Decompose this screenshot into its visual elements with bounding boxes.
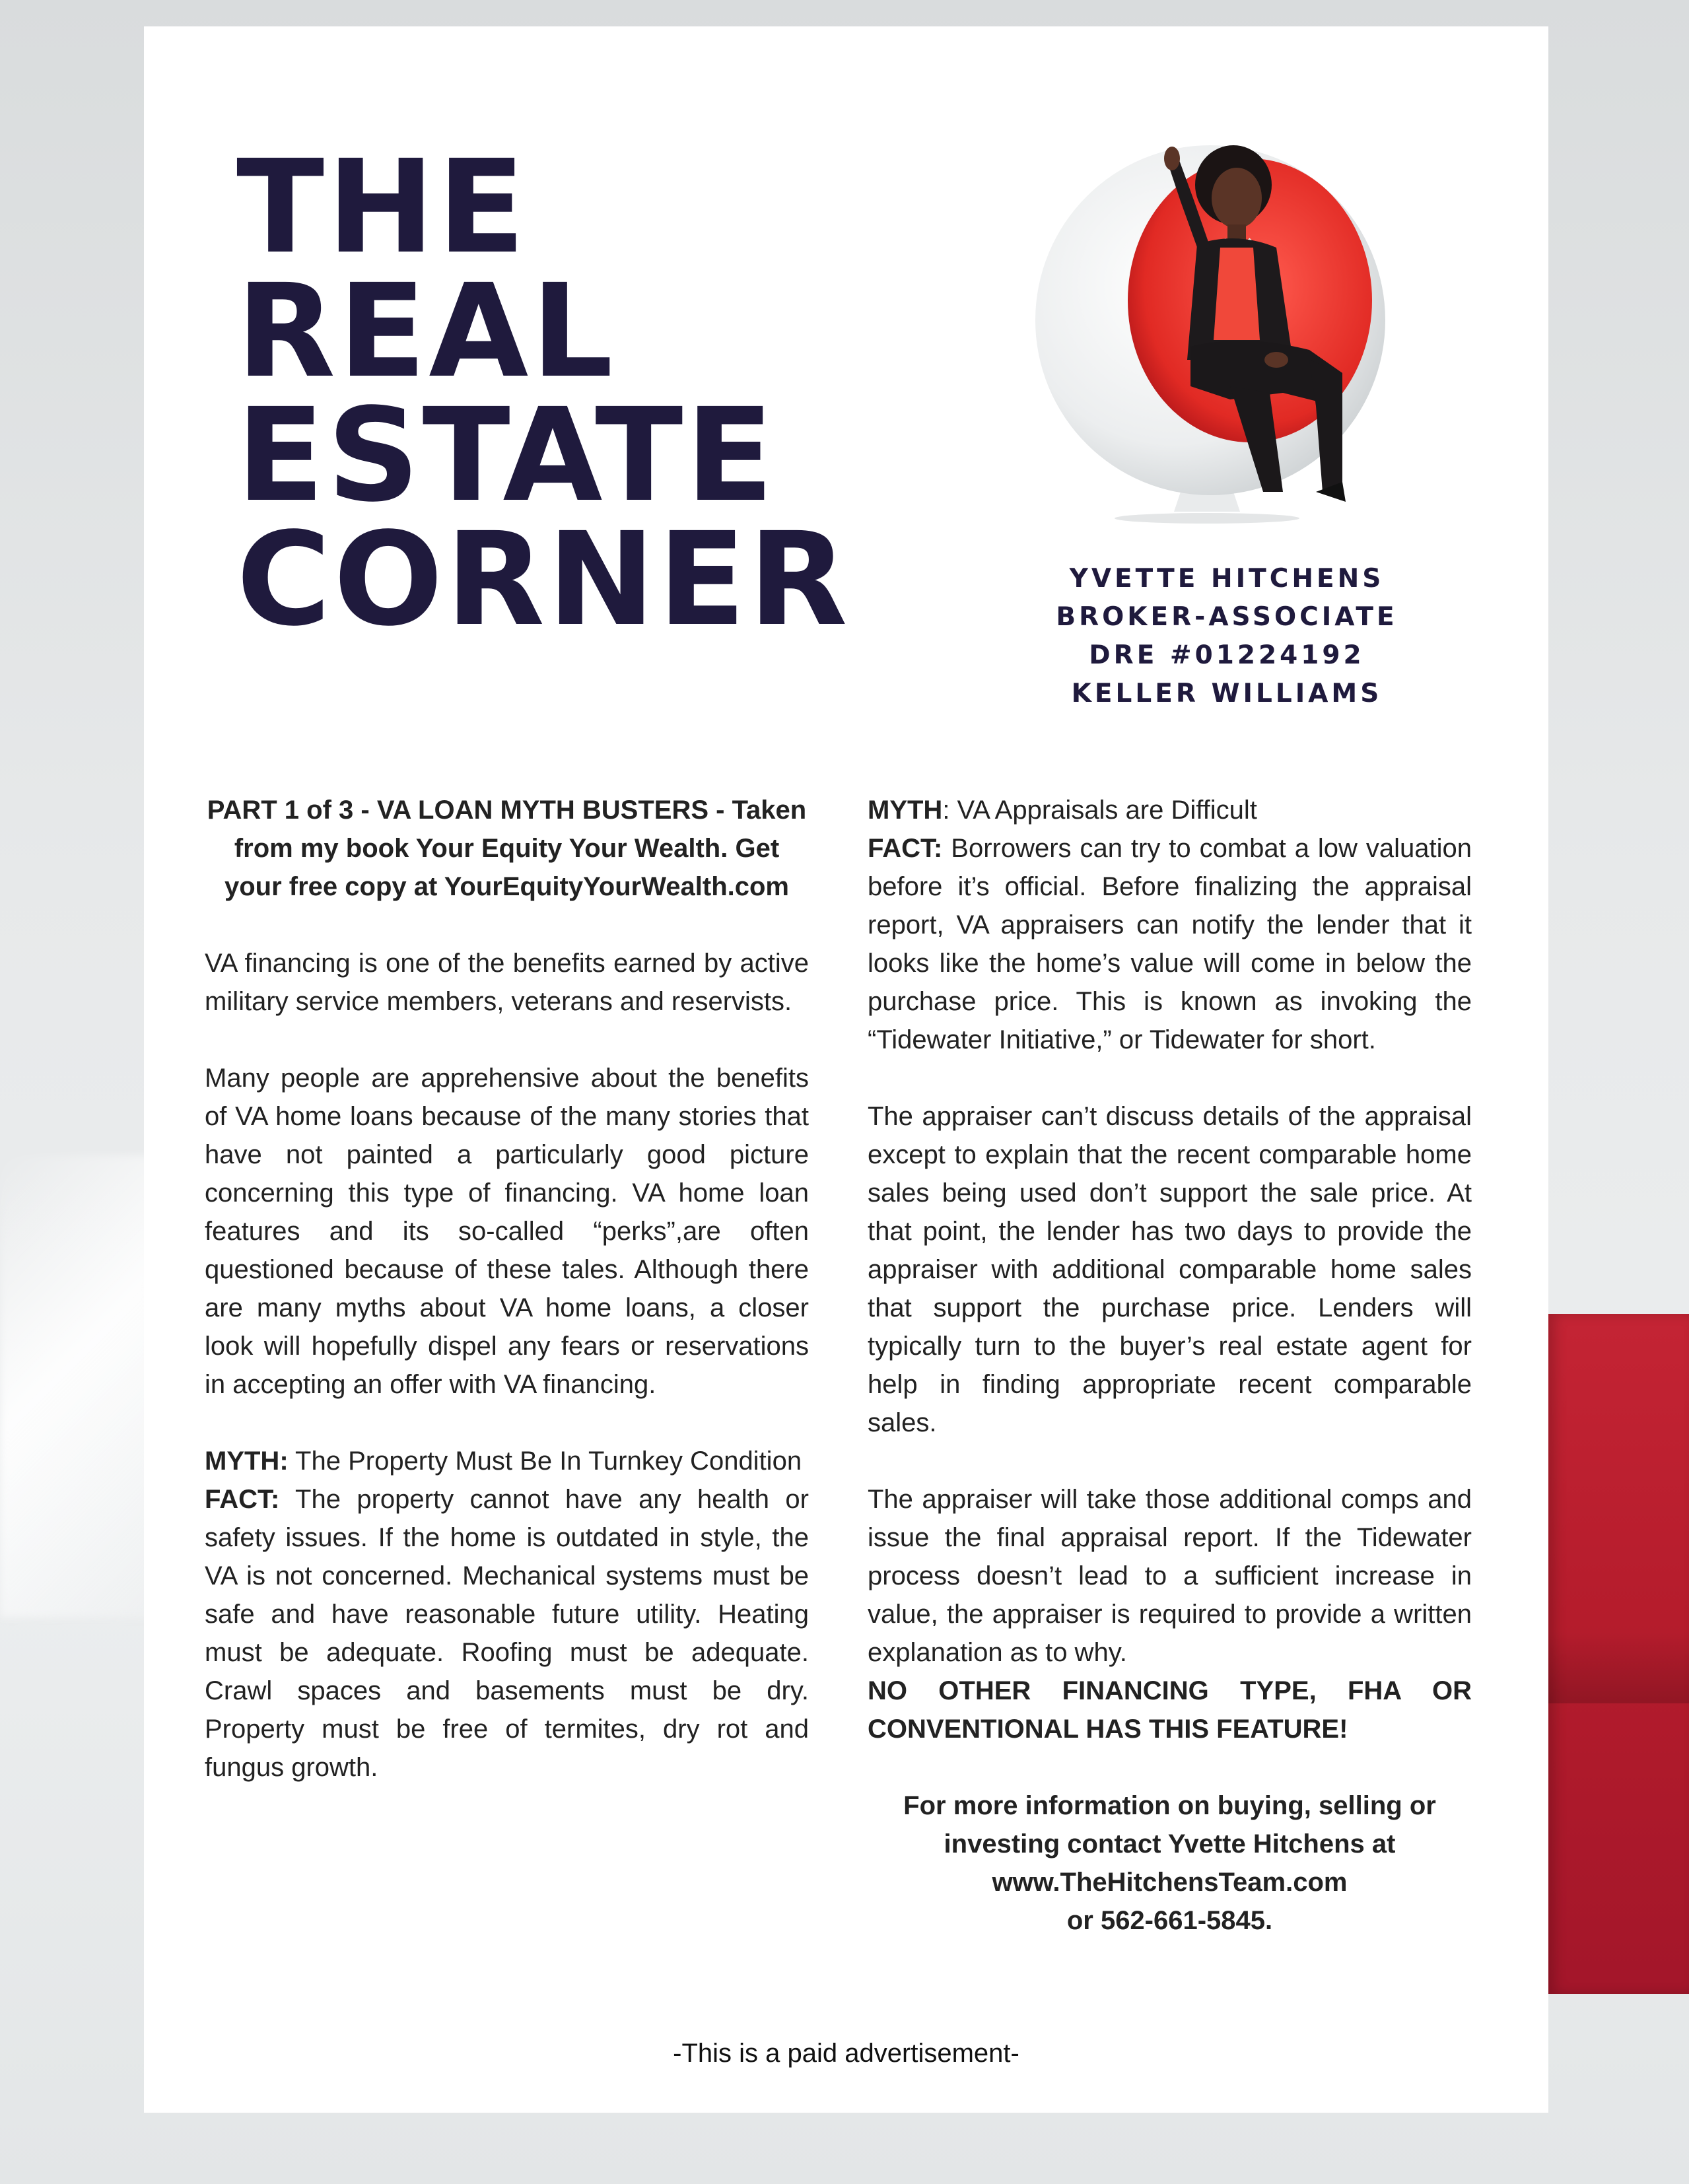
body-paragraph: Many people are apprehensive about the benefits of VA home loans because of the many stories that have not painted a particularly good picture concerning this type of financing. VA home loan features and its so-called “perks”,are often questioned because of these tales. Although there are many myths about VA home loans, a closer look will hopefully dispel any fears or reservations in accepting an offer with VA financing.	[205, 1064, 809, 1399]
myth-text: : VA Appraisals are Difficult	[942, 796, 1257, 825]
title-line: REAL	[236, 256, 616, 406]
title-line: CORNER	[236, 504, 850, 654]
myth-statement	[205, 1442, 809, 1480]
fact-text: Borrowers can try to combat a low valuation before it’s official. Before finalizing the appraisal report, VA appraisers can notify the lender that it looks like the home’s value will come in below the purchase price. This is known as invoking the “Tidewater Initiative,” or Tidewater for short.	[868, 834, 1472, 1054]
contact-info	[868, 1787, 1472, 1940]
phone-number: or 562-661-5845.	[1066, 1906, 1273, 1935]
contact-line: For more information on buying, selling or	[903, 1791, 1436, 1820]
myth-text: The Property Must Be In Turnkey Condition	[295, 1447, 802, 1476]
myth-label: MYTH:	[205, 1447, 289, 1476]
fact-label: FACT:	[868, 834, 943, 863]
body-paragraph: The appraiser can’t discuss details of the appraisal except to explain that the recent comparable home sales being used don’t support the sale price. At that point, the lender has two days to provide the appraiser with additional comparable home sales that support the purchase price. Lenders will typically turn to the buyer’s real estate agent for help in finding appropriate recent comparable sales.	[868, 1102, 1472, 1437]
intro-paragraph: VA financing is one of the benefits earned by active military service members, veterans and reservists.	[205, 949, 809, 1016]
agent-info	[989, 560, 1465, 713]
agent-portrait-photo	[1032, 122, 1415, 525]
section-heading: PART 1 of 3 - VA LOAN MYTH BUSTERS - Taken from my book Your Equity Your Wealth. Get your free copy at YourEquityYourWealth.com	[207, 796, 807, 901]
left-column	[205, 791, 809, 1825]
paid-advertisement-note: -This is a paid advertisement-	[673, 2039, 1019, 2068]
background-house-left	[0, 1155, 152, 1618]
title-line: THE	[236, 132, 528, 282]
agent-name: YVETTE HITCHENS	[1069, 564, 1385, 594]
title-line: ESTATE	[236, 380, 776, 530]
fact-label: FACT:	[205, 1485, 280, 1514]
agent-company: KELLER WILLIAMS	[1071, 679, 1383, 708]
myth-label: MYTH	[868, 796, 943, 825]
page-title	[236, 132, 850, 654]
background-house-right-roofline	[1548, 1631, 1689, 1703]
advertisement-page	[144, 26, 1548, 2113]
body-paragraph: The appraiser will take those additional comps and issue the final appraisal report. If the Tidewater process doesn’t lead to a sufficient increase in value, the appraiser is required to provide a written explanation as to why.	[868, 1485, 1472, 1667]
agent-role: BROKER-ASSOCIATE	[1056, 602, 1398, 632]
website-link[interactable]: www.TheHitchensTeam.com	[992, 1868, 1348, 1897]
fact-statement	[868, 829, 1472, 1059]
fact-text: The property cannot have any health or safety issues. If the home is outdated in style, the VA is not concerned. Mechanical systems must be safe and have reasonable future utility. Heating must be adequate. Roofing must be adequate. Crawl spaces and basements must be dry. Property must be free of termites, dry rot and fungus growth.	[205, 1485, 809, 1782]
emphasis-statement: NO OTHER FINANCING TYPE, FHA OR CONVENTIONAL HAS THIS FEATURE!	[868, 1676, 1472, 1744]
fact-statement	[205, 1480, 809, 1787]
myth-statement	[868, 791, 1472, 829]
agent-license: DRE #01224192	[1089, 640, 1365, 670]
contact-line: investing contact Yvette Hitchens at	[944, 1829, 1396, 1859]
right-column	[868, 791, 1472, 1940]
